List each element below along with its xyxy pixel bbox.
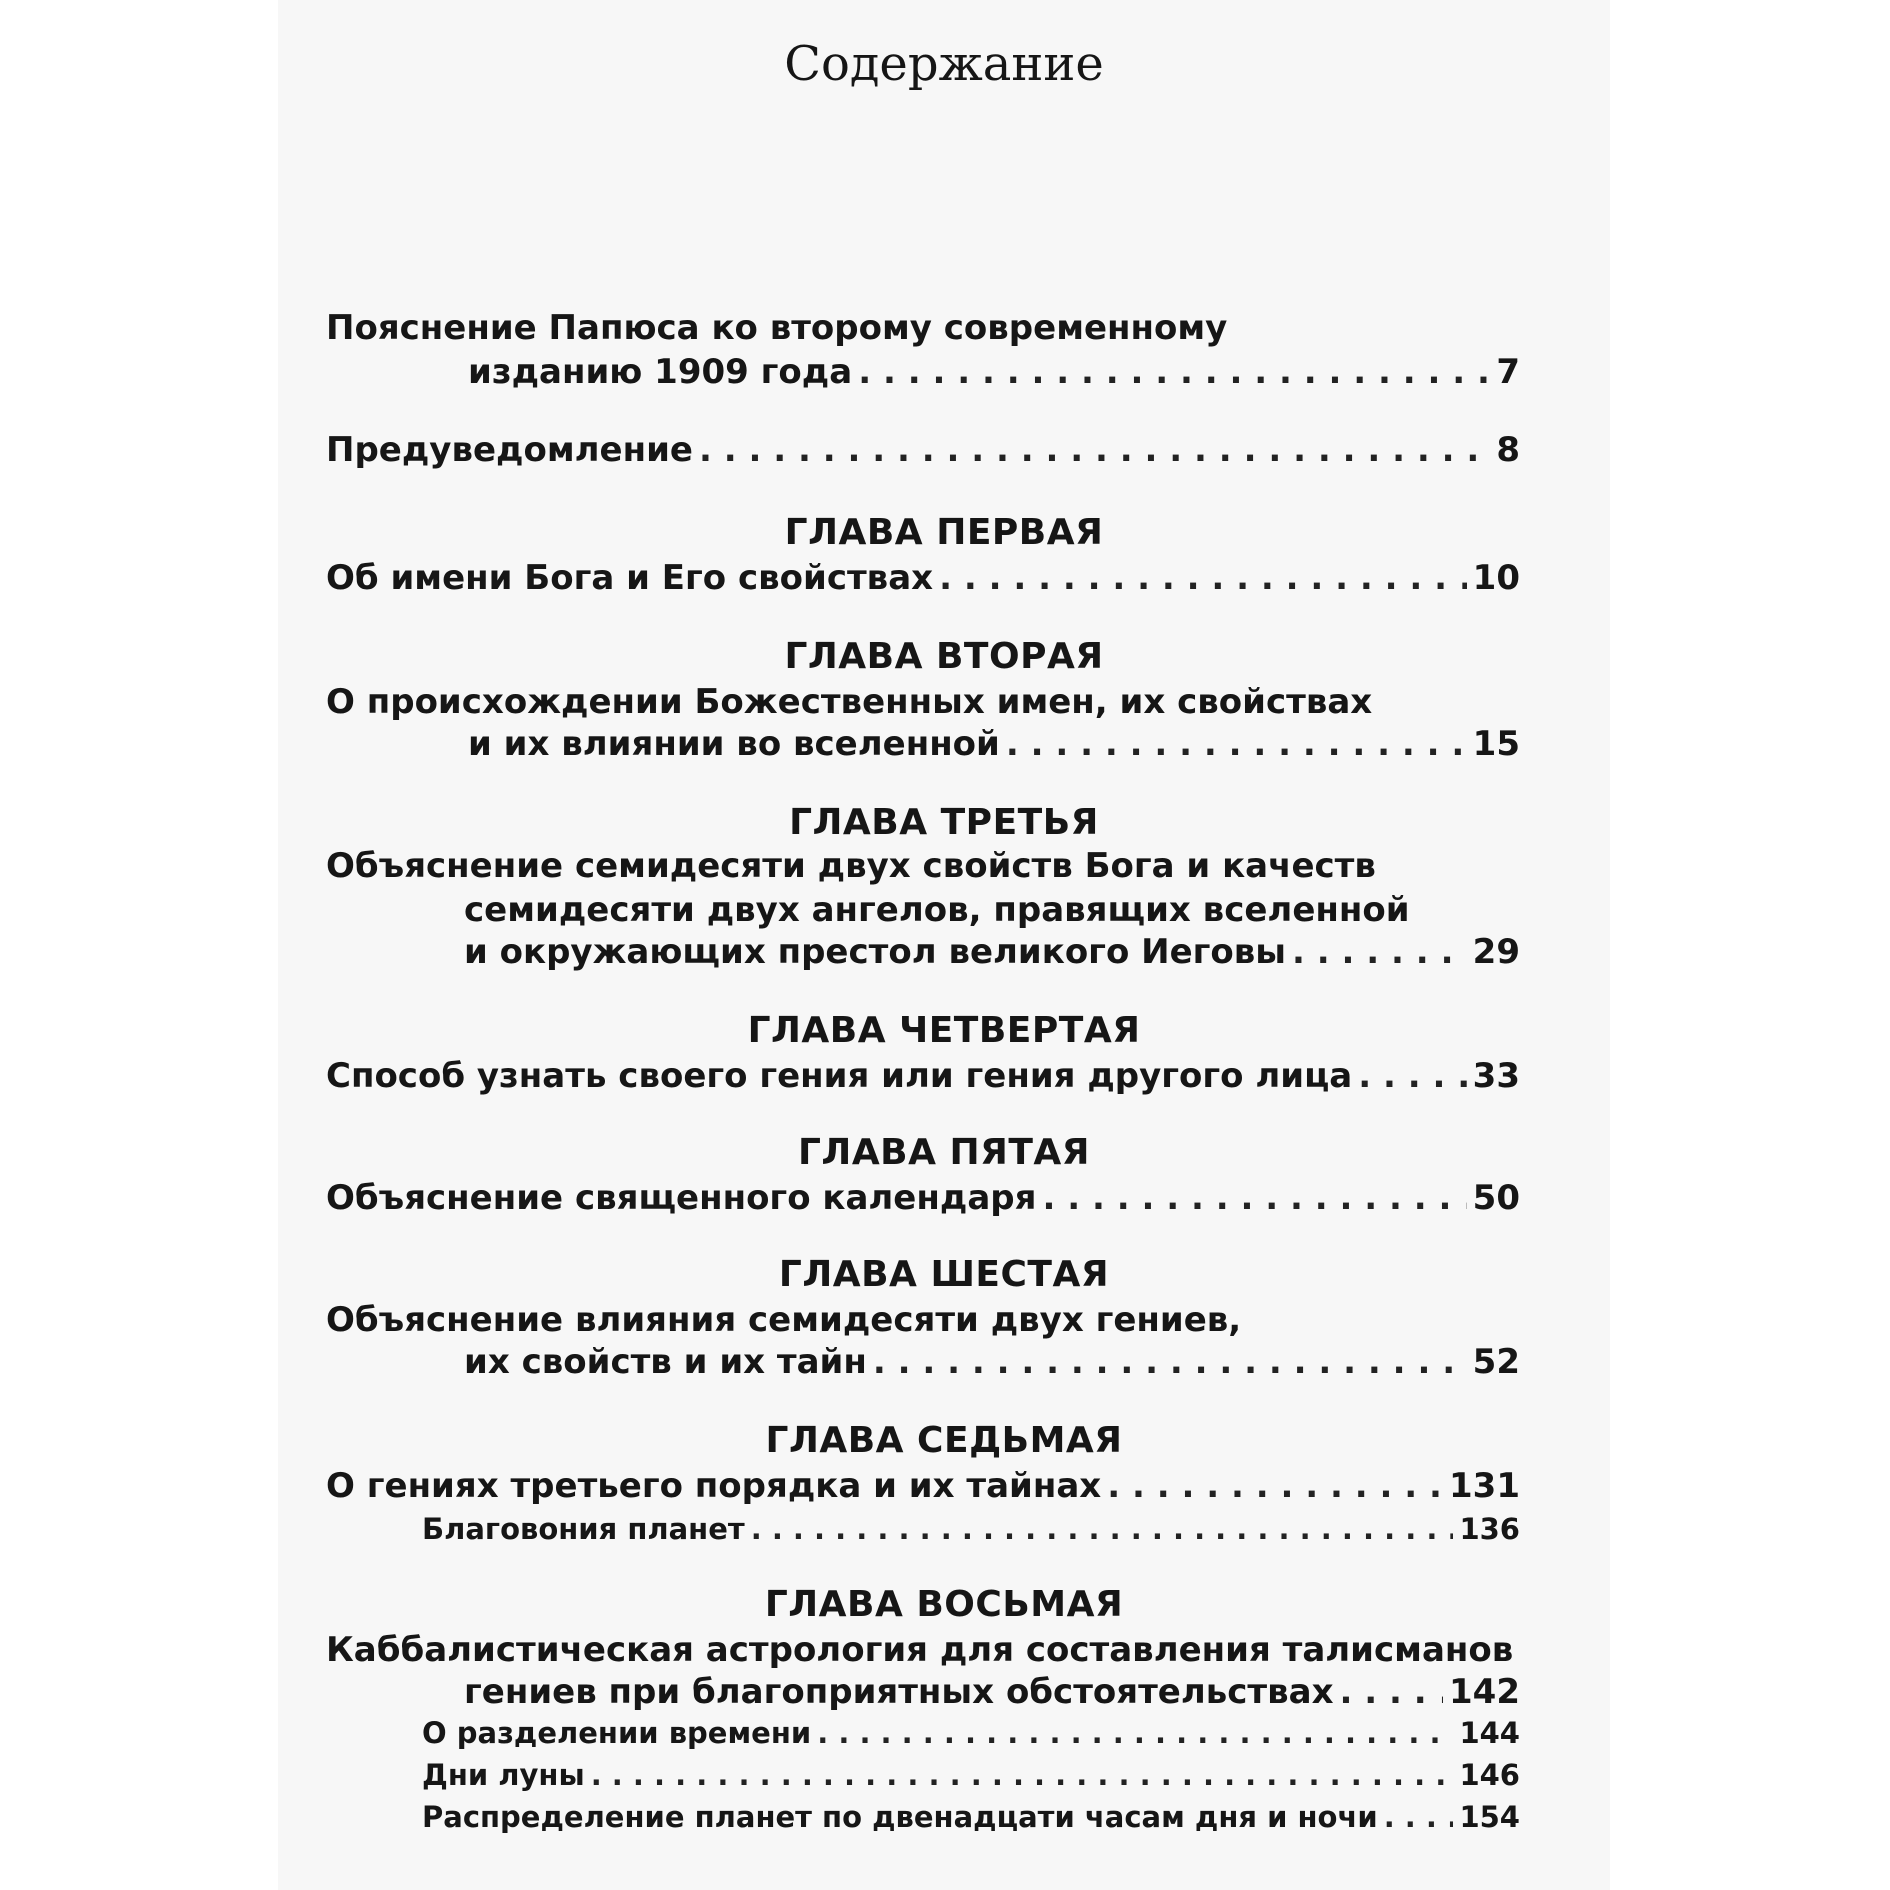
- chapter-heading: ГЛАВА ВТОРАЯ: [784, 636, 1104, 677]
- page-number: 154: [1459, 1800, 1520, 1834]
- toc-entry-line: [326, 682, 1372, 722]
- toc-entry-text: Пояснение Папюса ко второму современному: [326, 308, 1228, 348]
- toc-entry-text: изданию 1909 года: [468, 352, 853, 392]
- toc-entry-line: [464, 1342, 1520, 1382]
- toc-entry-text: Объяснение влияния семидесяти двух гениев,: [326, 1300, 1242, 1340]
- page-number: 8: [1496, 430, 1520, 470]
- chapter-heading: ГЛАВА ВОСЬМАЯ: [764, 1584, 1124, 1625]
- page-number: 146: [1459, 1758, 1520, 1792]
- toc-entry-line: [326, 308, 1227, 348]
- toc-entry-text: семидесяти двух ангелов, правящих вселенной: [464, 890, 1410, 930]
- toc-entry-line: [326, 430, 1520, 470]
- toc-entry-text: их свойств и их тайн: [464, 1342, 867, 1382]
- leader-dots: [1006, 724, 1467, 764]
- toc-entry-line: [326, 1466, 1520, 1506]
- page-number: 50: [1472, 1178, 1520, 1218]
- toc-subentry-line: [422, 1512, 1520, 1546]
- leader-dots: [1107, 1466, 1443, 1506]
- toc-entry-line: [326, 1056, 1520, 1096]
- toc-entry-line: [326, 846, 1376, 886]
- page-number: 10: [1472, 558, 1520, 598]
- page-number: 144: [1459, 1716, 1520, 1750]
- leader-dots: [1042, 1178, 1466, 1218]
- chapter-heading: ГЛАВА ТРЕТЬЯ: [789, 802, 1099, 843]
- chapter-heading: ГЛАВА ПЯТАЯ: [797, 1132, 1091, 1173]
- toc-entry-line: [326, 1178, 1520, 1218]
- leader-dots: [1384, 1800, 1454, 1834]
- page-number: 33: [1472, 1056, 1520, 1096]
- toc-entry-line: [326, 558, 1520, 598]
- toc-entry-line: [326, 1300, 1241, 1340]
- toc-entry-text: Объяснение священного календаря: [326, 1178, 1037, 1218]
- toc-entry-text: Каббалистическая астрология для составления талисманов: [326, 1630, 1514, 1670]
- toc-subentry-line: [422, 1758, 1520, 1792]
- page-number: 52: [1472, 1342, 1520, 1382]
- toc-entry-line: [468, 352, 1520, 392]
- chapter-heading: ГЛАВА ЧЕТВЕРТАЯ: [747, 1010, 1141, 1051]
- toc-entry-text: и окружающих престол великого Иеговы: [464, 932, 1287, 972]
- toc-entry-line: [464, 1672, 1520, 1712]
- toc-entry-line: [464, 932, 1520, 972]
- leader-dots: [873, 1342, 1467, 1382]
- toc-subentry-line: [422, 1800, 1520, 1834]
- toc-entry-text: О разделении времени: [422, 1716, 812, 1750]
- toc-entry-text: О происхождении Божественных имен, их свойствах: [326, 682, 1373, 722]
- toc-entry-text: Способ узнать своего гения или гения другого лица: [326, 1056, 1353, 1096]
- toc-entry-text: Объяснение семидесяти двух свойств Бога и качеств: [326, 846, 1376, 886]
- leader-dots: [858, 352, 1490, 392]
- leader-dots: [591, 1758, 1454, 1792]
- leader-dots: [1340, 1672, 1444, 1712]
- page-number: 29: [1472, 932, 1520, 972]
- toc-entry-text: Распределение планет по двенадцати часам дня и ночи: [422, 1800, 1378, 1834]
- leader-dots: [817, 1716, 1453, 1750]
- chapter-heading: ГЛАВА ШЕСТАЯ: [778, 1254, 1110, 1295]
- toc-entry-text: Благовония планет: [422, 1512, 745, 1546]
- leader-dots: [751, 1512, 1454, 1546]
- chapter-heading: ГЛАВА СЕДЬМАЯ: [765, 1420, 1123, 1461]
- leader-dots: [699, 430, 1490, 470]
- toc-entry-text: Предуведомление: [326, 430, 693, 470]
- page-number: 15: [1472, 724, 1520, 764]
- toc-entry-text: О гениях третьего порядка и их тайнах: [326, 1466, 1102, 1506]
- toc-subentry-line: [422, 1716, 1520, 1750]
- page-title: Содержание: [784, 36, 1104, 92]
- book-page: [278, 0, 1610, 1890]
- toc-entry-text: Об имени Бога и Его свойствах: [326, 558, 934, 598]
- page-number: 131: [1449, 1466, 1520, 1506]
- chapter-heading: ГЛАВА ПЕРВАЯ: [784, 512, 1104, 553]
- leader-dots: [939, 558, 1467, 598]
- page-number: 142: [1449, 1672, 1520, 1712]
- toc-entry-text: и их влиянии во вселенной: [468, 724, 1000, 764]
- page-number: 7: [1496, 352, 1520, 392]
- leader-dots: [1358, 1056, 1466, 1096]
- toc-entry-line: [468, 724, 1520, 764]
- leader-dots: [1292, 932, 1467, 972]
- toc-entry-line: [464, 890, 1410, 930]
- page-number: 136: [1459, 1512, 1520, 1546]
- toc-entry-line: [326, 1630, 1513, 1670]
- toc-entry-text: гениев при благоприятных обстоятельствах: [464, 1672, 1334, 1712]
- toc-entry-text: Дни луны: [422, 1758, 585, 1792]
